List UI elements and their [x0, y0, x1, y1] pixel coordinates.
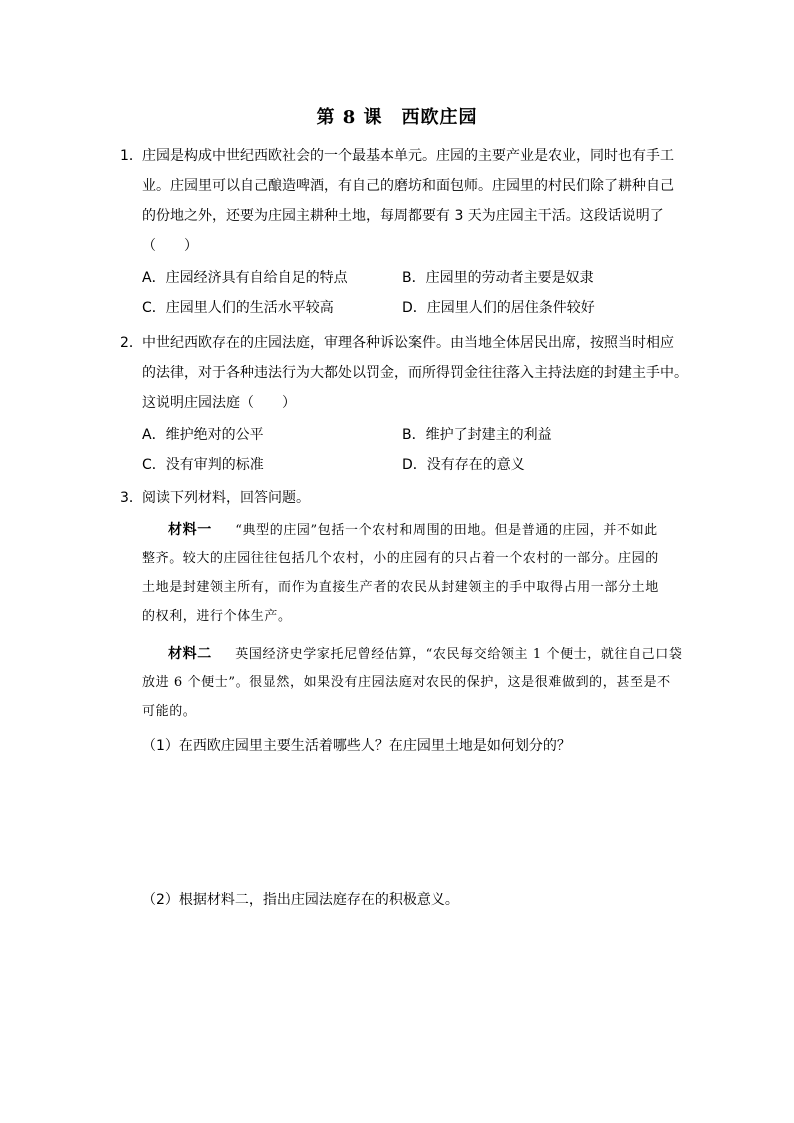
material-1-line-1: “典型的庄园”包括一个农村和周围的田地。但是普通的庄园，并不如此 — [235, 523, 658, 538]
sub-question-2: （2）根据材料二，指出庄园法庭存在的积极意义。 — [142, 892, 459, 908]
question-1-line-3: 的份地之外，还要为庄园主耕种土地，每周都要有 3 天为庄园主干活。这段话说明了 — [142, 208, 664, 224]
question-3-intro: 阅读下列材料，回答问题。 — [142, 490, 310, 506]
question-2-option-b[interactable]: B．维护了封建主的利益 — [402, 427, 552, 443]
material-2-line-1: 英国经济史学家托尼曾经估算，“农民每交给领主 1 个便士，就往自己口袋 — [235, 647, 683, 662]
question-1-line-2: 业。庄园里可以自己酿造啤酒，有自己的磨坊和面包师。庄园里的村民们除了耕种自己 — [142, 178, 674, 194]
question-1-option-c[interactable]: C．庄园里人们的生活水平较高 — [142, 300, 334, 316]
question-2-line-2: 的法律，对于各种违法行为大都处以罚金，而所得罚金往往落入主持法庭的封建主手中。 — [142, 365, 688, 381]
material-1-label: 材料一 — [168, 522, 212, 538]
question-1-option-b[interactable]: B．庄园里的劳动者主要是奴隶 — [402, 270, 594, 286]
material-2-line-3: 可能的。 — [142, 704, 197, 719]
question-1-line-4: （ ） — [142, 238, 198, 254]
sub-question-1: （1）在西欧庄园里主要生活着哪些人？在庄园里土地是如何划分的？ — [142, 738, 571, 754]
question-1-option-d[interactable]: D．庄园里人们的居住条件较好 — [402, 300, 595, 316]
question-1-option-a[interactable]: A．庄园经济具有自给自足的特点 — [142, 270, 348, 286]
material-2-line-2: 放进 6 个便士”。很显然，如果没有庄园法庭对农民的保护，这是很难做到的，甚至是不 — [142, 675, 671, 690]
material-1-line-3: 土地是封建领主所有，而作为直接生产者的农民从封建领主的手中取得占用一部分土地 — [142, 580, 659, 595]
material-1-line-4: 的权利，进行个体生产。 — [142, 609, 292, 624]
material-2-label: 材料二 — [168, 646, 212, 662]
question-2-line-1: 中世纪西欧存在的庄园法庭，审理各种诉讼案件。由当地全体居民出席，按照当时相应 — [142, 335, 674, 351]
question-1-number: 1． — [120, 148, 143, 164]
material-1-first-line — [168, 520, 658, 541]
question-2-line-3: 这说明庄园法庭（ ） — [142, 395, 296, 411]
material-2-first-line — [168, 644, 682, 665]
question-3-number: 3． — [120, 490, 143, 506]
question-2-number: 2． — [120, 335, 143, 351]
question-1-line-1: 庄园是构成中世纪西欧社会的一个最基本单元。庄园的主要产业是农业，同时也有手工 — [142, 148, 674, 164]
question-2-option-a[interactable]: A．维护绝对的公平 — [142, 427, 264, 443]
material-1-line-2: 整齐。较大的庄园往往包括几个农村，小的庄园有的只占着一个农村的一部分。庄园的 — [142, 551, 659, 566]
question-2-option-d[interactable]: D．没有存在的意义 — [402, 457, 525, 473]
question-2-option-c[interactable]: C．没有审判的标准 — [142, 457, 264, 473]
page-title: 第 8 课 西欧庄园 — [316, 107, 478, 128]
